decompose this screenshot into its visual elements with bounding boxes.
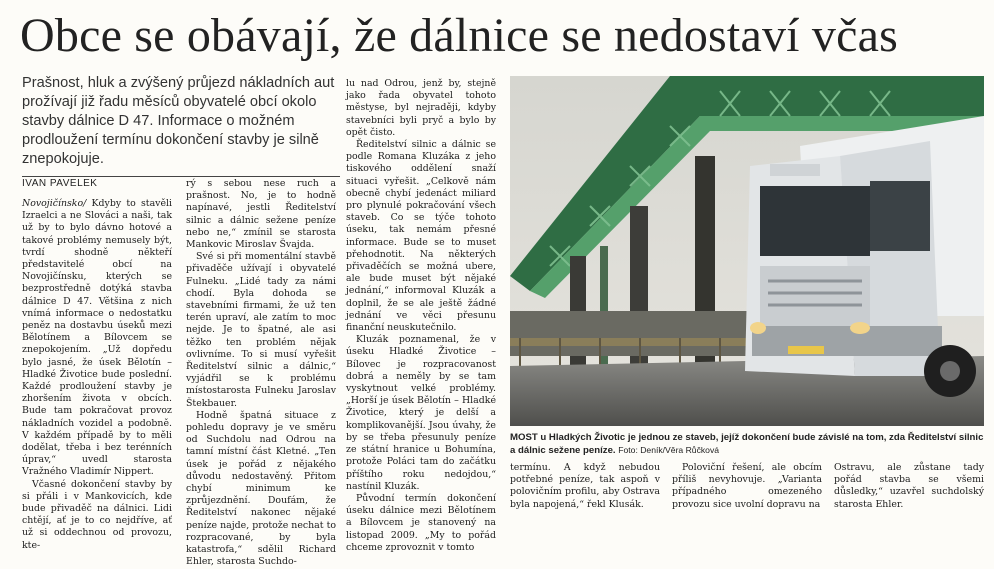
truck-under-bridge-photo xyxy=(510,76,984,426)
caption-label: MOST xyxy=(510,432,538,443)
byline: IVAN PAVELEK xyxy=(22,178,98,189)
dateline: Novojičínsko/ xyxy=(22,198,87,209)
column-3 xyxy=(346,78,496,553)
lead-paragraph: Prašnost, hluk a zvýšený průjezd nákladních aut prožívají již řadu měsíců obyvatelé obcí okolo stavby dálnice D 47. Informace o možném prodloužení termínu dokončení stavby je silně znepokojuje. xyxy=(22,75,335,167)
column-2-paragraph-3: Hodně špatná situace z pohledu dopravy je ve směru od Suchdolu nad Odrou na tamní místní část Kletné. „Ten úsek je pořád z nějakého důvodu nedostavěný. Přitom chybí minimum ke zprůjezdnění. Doufám, že Ředitelství nakonec nějaké peníze najde, protože nechat to rozpracované, by byla katastrofa,“ sdělil Richard Ehler, starosta Suchdo- xyxy=(186,409,336,568)
column-5-paragraph-1: Poloviční řešení, ale obcím příliš nevyhovuje. „Varianta případného omezeného provozu sice uvolní dopravu na xyxy=(672,462,822,510)
column-3-paragraph-2: Ředitelství silnic a dálnic se podle Romana Kluzáka z jeho tiskového oddělení snaží situaci vyřešit. „Celkově nám obecně chybí jedenáct miliard pro plynulé pokračování všech staveb. Co se týče tohoto úseku, tak nemám přesné informace. Bude se to muset přehodnotit. Na některých přivaděčích se možná ubere, ale bude muset být nějaké jednání,“ informoval Kluzák a doplnil, že se ale ještě žádné jednání ve věci přesunu finanční neuskutečnilo. xyxy=(346,139,496,334)
caption-text: u Hladkých Životic je jednou ze staveb, jejíž dokončení bude závislé na tom, zda Ředitelství silnic a dálnic sežene peníze. xyxy=(510,432,984,456)
column-5 xyxy=(672,462,822,530)
photo-caption xyxy=(510,432,984,457)
byline-rule xyxy=(22,176,340,177)
column-2 xyxy=(186,178,336,568)
column-3-paragraph-4: Původní termín dokončení úseku dálnice mezi Bělotínem a Bílovcem je stanovený na listopad 2009. „My to pořád chceme zprovoznit v tomto xyxy=(346,492,496,553)
column-6-paragraph-1: Ostravu, ale zůstane tady pořád stavba se všemi důsledky,“ uzavřel suchdolský starosta Ehler. xyxy=(834,462,984,510)
column-2-paragraph-1: rý s sebou nese ruch a prašnost. No, je to hodně napínavé, jestli Ředitelství silnic a dálnic sežene peníze nebo ne,“ zmínil se starosta Mankovic Miroslav Švajda. xyxy=(186,178,336,251)
headline: Obce se obávají, že dálnice se nedostaví včas xyxy=(20,9,898,62)
column-1-paragraph-2: Včasné dokončení stavby by si přáli i v Mankovicích, kde bude přivaděč na dálnici. Lidi chtějí, ať je to co nejdříve, ať už si oddechnou od provozu, kte- xyxy=(22,478,172,551)
column-3-paragraph-3: Kluzák poznamenal, že v úseku Hladké Životice – Bílovec je rozpracovanost dobrá a neměly by se tam vyskytnout velké problémy. „Horší je úsek Bělotín – Hladké Životice, který je delší a komplikovanější. Jsou úvahy, že by se třeba přesunuly peníze ze státní hranice u Bohumína, protože Poláci tam do začátku příštího roku nedojdou,“ nastínil Kluzák. xyxy=(346,334,496,492)
photo-credit: Foto: Deník/Věra Růčková xyxy=(618,445,720,455)
column-2-paragraph-2: Své si při momentální stavbě přivaděče užívají i obyvatelé Fulneku. „Lidé tady za námi chodí. Byla dohoda se stavebními firmami, že už ten terén upraví, ale zatím to moc nejde. Je to špatné, ale asi těžko ten problém nějak ovlivníme. To si musí vyřešit Ředitelství silnic a dálnic,“ vyjádřil se k problému místostarosta Fulneku Jaroslav Štekbauer. xyxy=(186,251,336,409)
column-6 xyxy=(834,462,984,530)
column-4 xyxy=(510,462,660,530)
column-1-paragraph-1: Novojičínsko/ Kdyby to stavěli Izraelci a ne Slováci a naši, tak už by to bylo dávno hotové a takové problémy nemusely být, tvrdí shodně někteří představitelé obcí na Novojičínsku, kterých se bezprostředně dotýká stavba dálnice D 47. Většina z nich vnímá informace o nedostatku peněz na dostavbu úseků mezi Bělotínem a Bílovcem se znepokojením. „Už dopředu bylo jasné, že úsek Bělotín – Hladké Životice bude poslední. Každé prodloužení stavby je zhoršením života v obcích. Bude tam pokračovat provoz nákladních vozidel a podobně. V každém případě by to měli dodělat, třeba i bez terénních úprav,“ uvedl starosta Vražného Vladimír Nippert. xyxy=(22,198,172,478)
column-3-paragraph-1: lu nad Odrou, jenž by, stejně jako řada obyvatel tohoto městyse, byl nejraději, kdyby stavebníci byli pryč a bylo by opět čisto. xyxy=(346,78,496,138)
column-1 xyxy=(22,198,172,551)
column-4-paragraph-1: termínu. A když nebudou potřebné peníze, tak aspoň v polovičním profilu, aby Ostrava byla napojená,“ řekl Klusák. xyxy=(510,462,660,510)
